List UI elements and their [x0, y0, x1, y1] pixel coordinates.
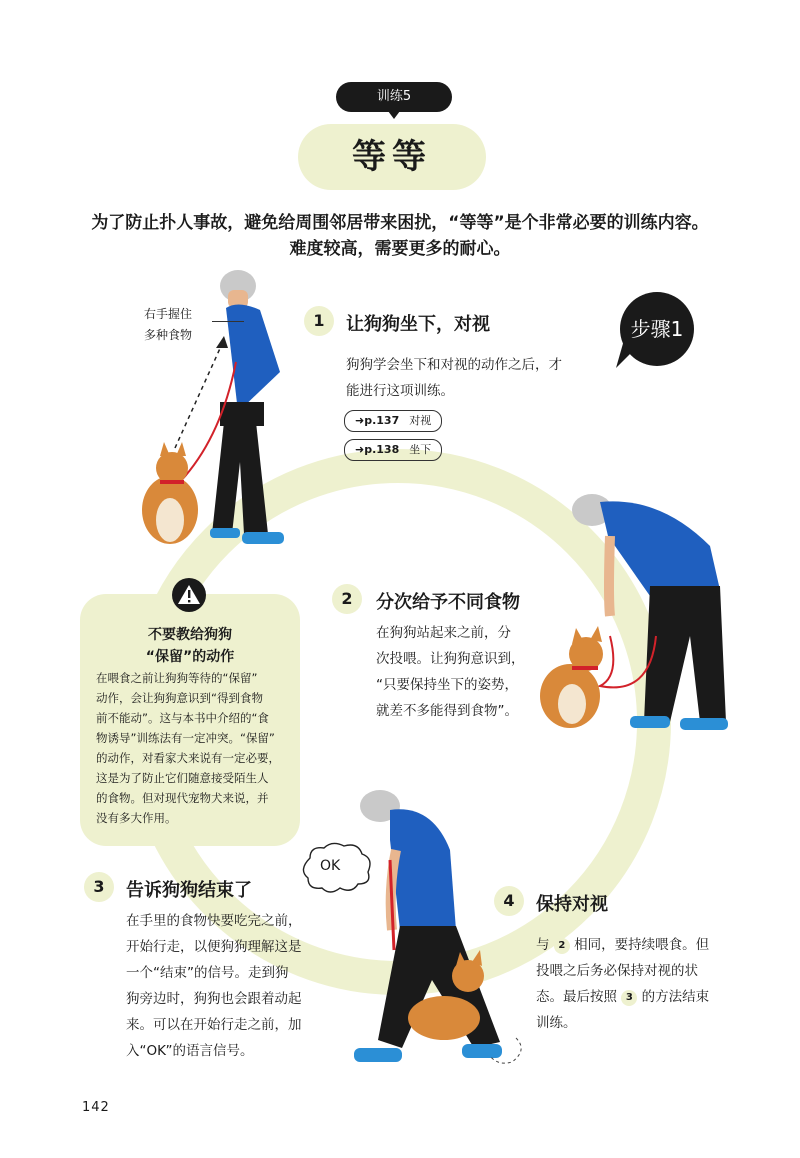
step-1-number: 1 [304, 306, 334, 336]
page-title: 等等 [298, 124, 486, 190]
warning-line: 的食物。但对现代宠物犬来说，并 [96, 791, 269, 805]
step-ref-2: 2 [554, 938, 570, 954]
caption-pointer-line [212, 321, 244, 322]
warning-line: 在喂食之前让狗狗等待的“保留” [96, 671, 258, 685]
page-number: 142 [82, 1100, 110, 1115]
step-3-line-2: 开始行走，以便狗狗理解这是 [126, 939, 302, 955]
step-3-line-1: 在手里的食物快要吃完之前， [126, 913, 302, 929]
step-1-line-2: 能进行这项训练。 [346, 383, 454, 399]
caption-line-2: 多种食物 [144, 328, 193, 342]
step-2-number: 2 [332, 584, 362, 614]
step-3-line-5: 来。可以在开始行走之前，加 [126, 1017, 302, 1033]
step-4-line-1 [536, 932, 709, 958]
step-ref-3: 3 [621, 990, 637, 1006]
speech-bubble-text: OK [320, 858, 341, 874]
caption-line-1: 右手握住 [144, 307, 193, 321]
step-1-line-1: 狗狗学会坐下和对视的动作之后，才 [346, 357, 562, 373]
step-2-line-2: 次投喂。让狗狗意识到， [376, 651, 525, 667]
step-4-text: 态。最后按照 [536, 989, 617, 1005]
ref-label: 坐下 [409, 443, 432, 456]
warning-line: 这是为了防止它们随意接受陌生人 [96, 771, 269, 785]
warning-title-line-1: 不要教给狗狗 [148, 627, 232, 643]
ref-link-sit[interactable] [344, 439, 442, 461]
warning-icon [172, 578, 206, 612]
step-2-line-3: “只要保持坐下的姿势， [376, 677, 518, 693]
step-4-title: 保持对视 [536, 894, 608, 915]
warning-title [80, 624, 300, 668]
intro-line-1: 为了防止扑人事故，避免给周围邻居带来困扰，“等等”是个非常必要的训练内容。 [91, 213, 709, 233]
step-4-text: 的方法结束 [641, 989, 710, 1005]
warning-line: 没有多大作用。 [96, 811, 177, 825]
ref-page: ➜p.138 [355, 443, 400, 456]
warning-line: 动作，会让狗狗意识到“得到食物 [96, 691, 263, 705]
ref-link-eye-contact[interactable] [344, 410, 442, 432]
lesson-tag: 训练5 [336, 82, 452, 112]
step-3-number: 3 [84, 872, 114, 902]
step-3-line-6: 入“OK”的语言信号。 [126, 1043, 254, 1059]
warning-line: 物诱导”训练法有一定冲突。“保留” [96, 731, 275, 745]
step-4-line-2: 投喂之后务必保持对视的状 [536, 963, 698, 979]
step-4-number: 4 [494, 886, 524, 916]
warning-line: 的动作，对看家犬来说有一定必要， [96, 751, 280, 765]
intro-line-2: 难度较高，需要更多的耐心。 [289, 239, 511, 259]
step-3-line-3: 一个“结束”的信号。走到狗 [126, 965, 289, 981]
step-2-title: 分次给予不同食物 [376, 592, 520, 613]
step-1-title: 让狗狗坐下，对视 [346, 314, 490, 335]
warning-line: 前不能动”。这与本书中介绍的“食 [96, 711, 269, 725]
step-3-title: 告诉狗狗结束了 [126, 880, 252, 901]
ref-label: 对视 [409, 414, 432, 427]
step-2-line-4: 就差不多能得到食物”。 [376, 703, 518, 719]
warning-body [96, 668, 292, 828]
badge-tail [616, 340, 638, 370]
step-badge: 步骤1 [620, 292, 694, 366]
warning-badge [172, 578, 206, 612]
step-4-text: 与 [536, 937, 550, 953]
step-4-text: 相同，要持续喂食。但 [574, 937, 710, 953]
step-2-line-1: 在狗狗站起来之前，分 [376, 625, 511, 641]
illustration-step-3-4 [340, 780, 530, 1080]
warning-title-line-2: “保留”的动作 [145, 649, 235, 665]
step-4-line-4: 训练。 [536, 1015, 577, 1031]
ref-page: ➜p.137 [355, 414, 400, 427]
step-4-line-3 [536, 984, 709, 1010]
illustration-step-2 [530, 486, 740, 746]
step-3-line-4: 狗旁边时，狗狗也会跟着动起 [126, 991, 302, 1007]
